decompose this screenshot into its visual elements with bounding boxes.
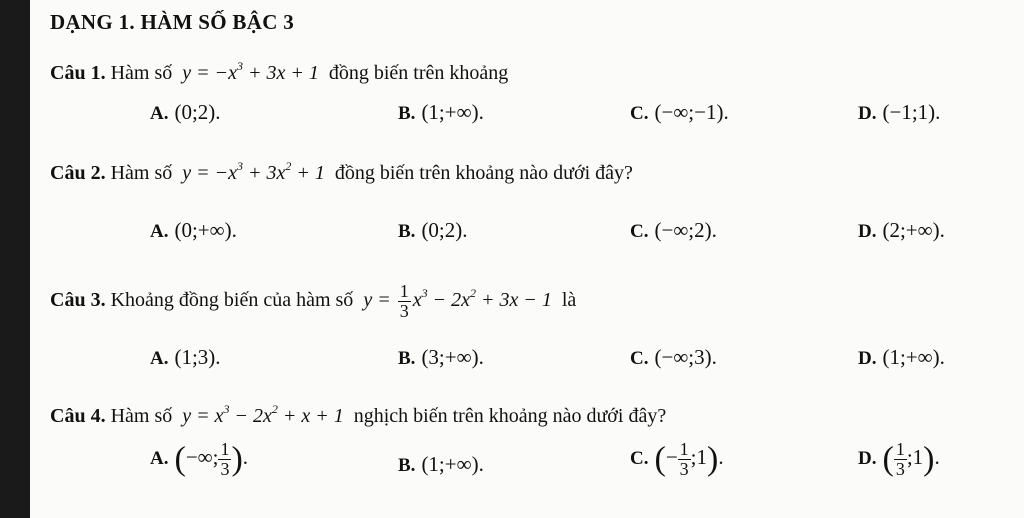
option-b[interactable]	[398, 100, 484, 125]
option-b[interactable]	[398, 452, 484, 477]
option-c[interactable]	[630, 100, 729, 125]
question-label: Câu 2.	[50, 162, 106, 184]
option-value: (0;+∞).	[174, 218, 237, 242]
question-suffix: nghịch biến trên khoảng nào dưới đây?	[353, 405, 667, 427]
option-b[interactable]	[398, 345, 484, 370]
option-d[interactable]	[858, 345, 945, 370]
option-letter: A.	[150, 448, 169, 470]
question-label: Câu 3.	[50, 288, 106, 311]
option-letter: B.	[398, 455, 416, 476]
option-c[interactable]: C. (− $\frac{1}{3}$ ;1).	[630, 439, 724, 479]
fraction: $\frac{1}{3}$	[399, 281, 409, 321]
option-value: (−1;1).	[882, 100, 941, 124]
formula: y = $\frac{1}{3}$ $x^3 - 2x^2 + 3x - 1$	[358, 281, 557, 321]
question-label: Câu 4.	[50, 405, 106, 427]
worksheet-page	[30, 0, 1024, 518]
option-letter: A.	[150, 348, 169, 369]
option-value: (1;+∞).	[882, 345, 945, 369]
option-pre: −	[665, 445, 678, 470]
option-letter: A.	[150, 103, 169, 124]
option-letter: C.	[630, 448, 649, 470]
question-prefix: Hàm số	[110, 405, 173, 427]
question-label: Câu 1.	[50, 62, 106, 84]
option-value: (−∞;−1).	[654, 100, 729, 124]
formula: $y = -x^3 + 3x + 1$	[177, 59, 324, 84]
option-letter: B.	[398, 103, 416, 124]
question-suffix: đồng biến trên khoảng	[328, 62, 509, 84]
question-suffix: đồng biến trên khoảng nào dưới đây?	[334, 162, 633, 184]
option-c[interactable]	[630, 218, 717, 243]
option-value: (−∞;3).	[654, 345, 717, 369]
option-letter: D.	[858, 348, 877, 369]
option-letter: B.	[398, 221, 416, 242]
option-value: (1;+∞).	[421, 452, 484, 476]
option-value: (1;+∞).	[421, 100, 484, 124]
option-letter: D.	[858, 221, 877, 242]
option-value: (1;3).	[174, 345, 221, 369]
option-value: (3;+∞).	[421, 345, 484, 369]
formula: $y = -x^3 + 3x^2 + 1$	[177, 159, 330, 184]
option-letter: A.	[150, 221, 169, 242]
option-letter: B.	[398, 348, 416, 369]
section-heading: DẠNG 1. HÀM SỐ BẬC 3	[50, 10, 295, 34]
option-letter: C.	[630, 221, 649, 242]
question-suffix: là	[561, 288, 577, 311]
option-a[interactable]	[150, 218, 237, 243]
option-letter: D.	[858, 448, 877, 470]
question-2	[50, 159, 633, 185]
question-1	[50, 59, 509, 85]
fraction: $\frac{1}{3}$	[895, 439, 905, 479]
question-prefix: Hàm số	[110, 62, 173, 84]
question-3	[50, 282, 576, 321]
question-prefix: Hàm số	[110, 162, 173, 184]
option-b[interactable]	[398, 218, 468, 243]
option-value: (2;+∞).	[882, 218, 945, 242]
formula: $y = x^3 - 2x^2 + x + 1$	[177, 402, 349, 427]
question-prefix: Khoảng đồng biến của hàm số	[110, 288, 354, 311]
option-d[interactable]	[858, 100, 940, 125]
option-value: (0;2).	[174, 100, 221, 124]
option-value: (−∞;2).	[654, 218, 717, 242]
option-c[interactable]	[630, 345, 717, 370]
option-letter: D.	[858, 103, 877, 124]
fraction: $\frac{1}{3}$	[220, 439, 230, 479]
option-d[interactable]	[858, 218, 945, 243]
option-letter: C.	[630, 348, 649, 369]
option-a[interactable]	[150, 100, 221, 125]
option-value: (0;2).	[421, 218, 468, 242]
fraction: $\frac{1}{3}$	[679, 439, 689, 479]
option-pre: −∞;	[185, 445, 219, 470]
option-a[interactable]	[150, 345, 221, 370]
option-letter: C.	[630, 103, 649, 124]
question-4	[50, 402, 667, 428]
option-a[interactable]: A. (−∞; $\frac{1}{3}$ ).	[150, 439, 249, 479]
option-d[interactable]: D. ( $\frac{1}{3}$ ;1).	[858, 439, 940, 479]
